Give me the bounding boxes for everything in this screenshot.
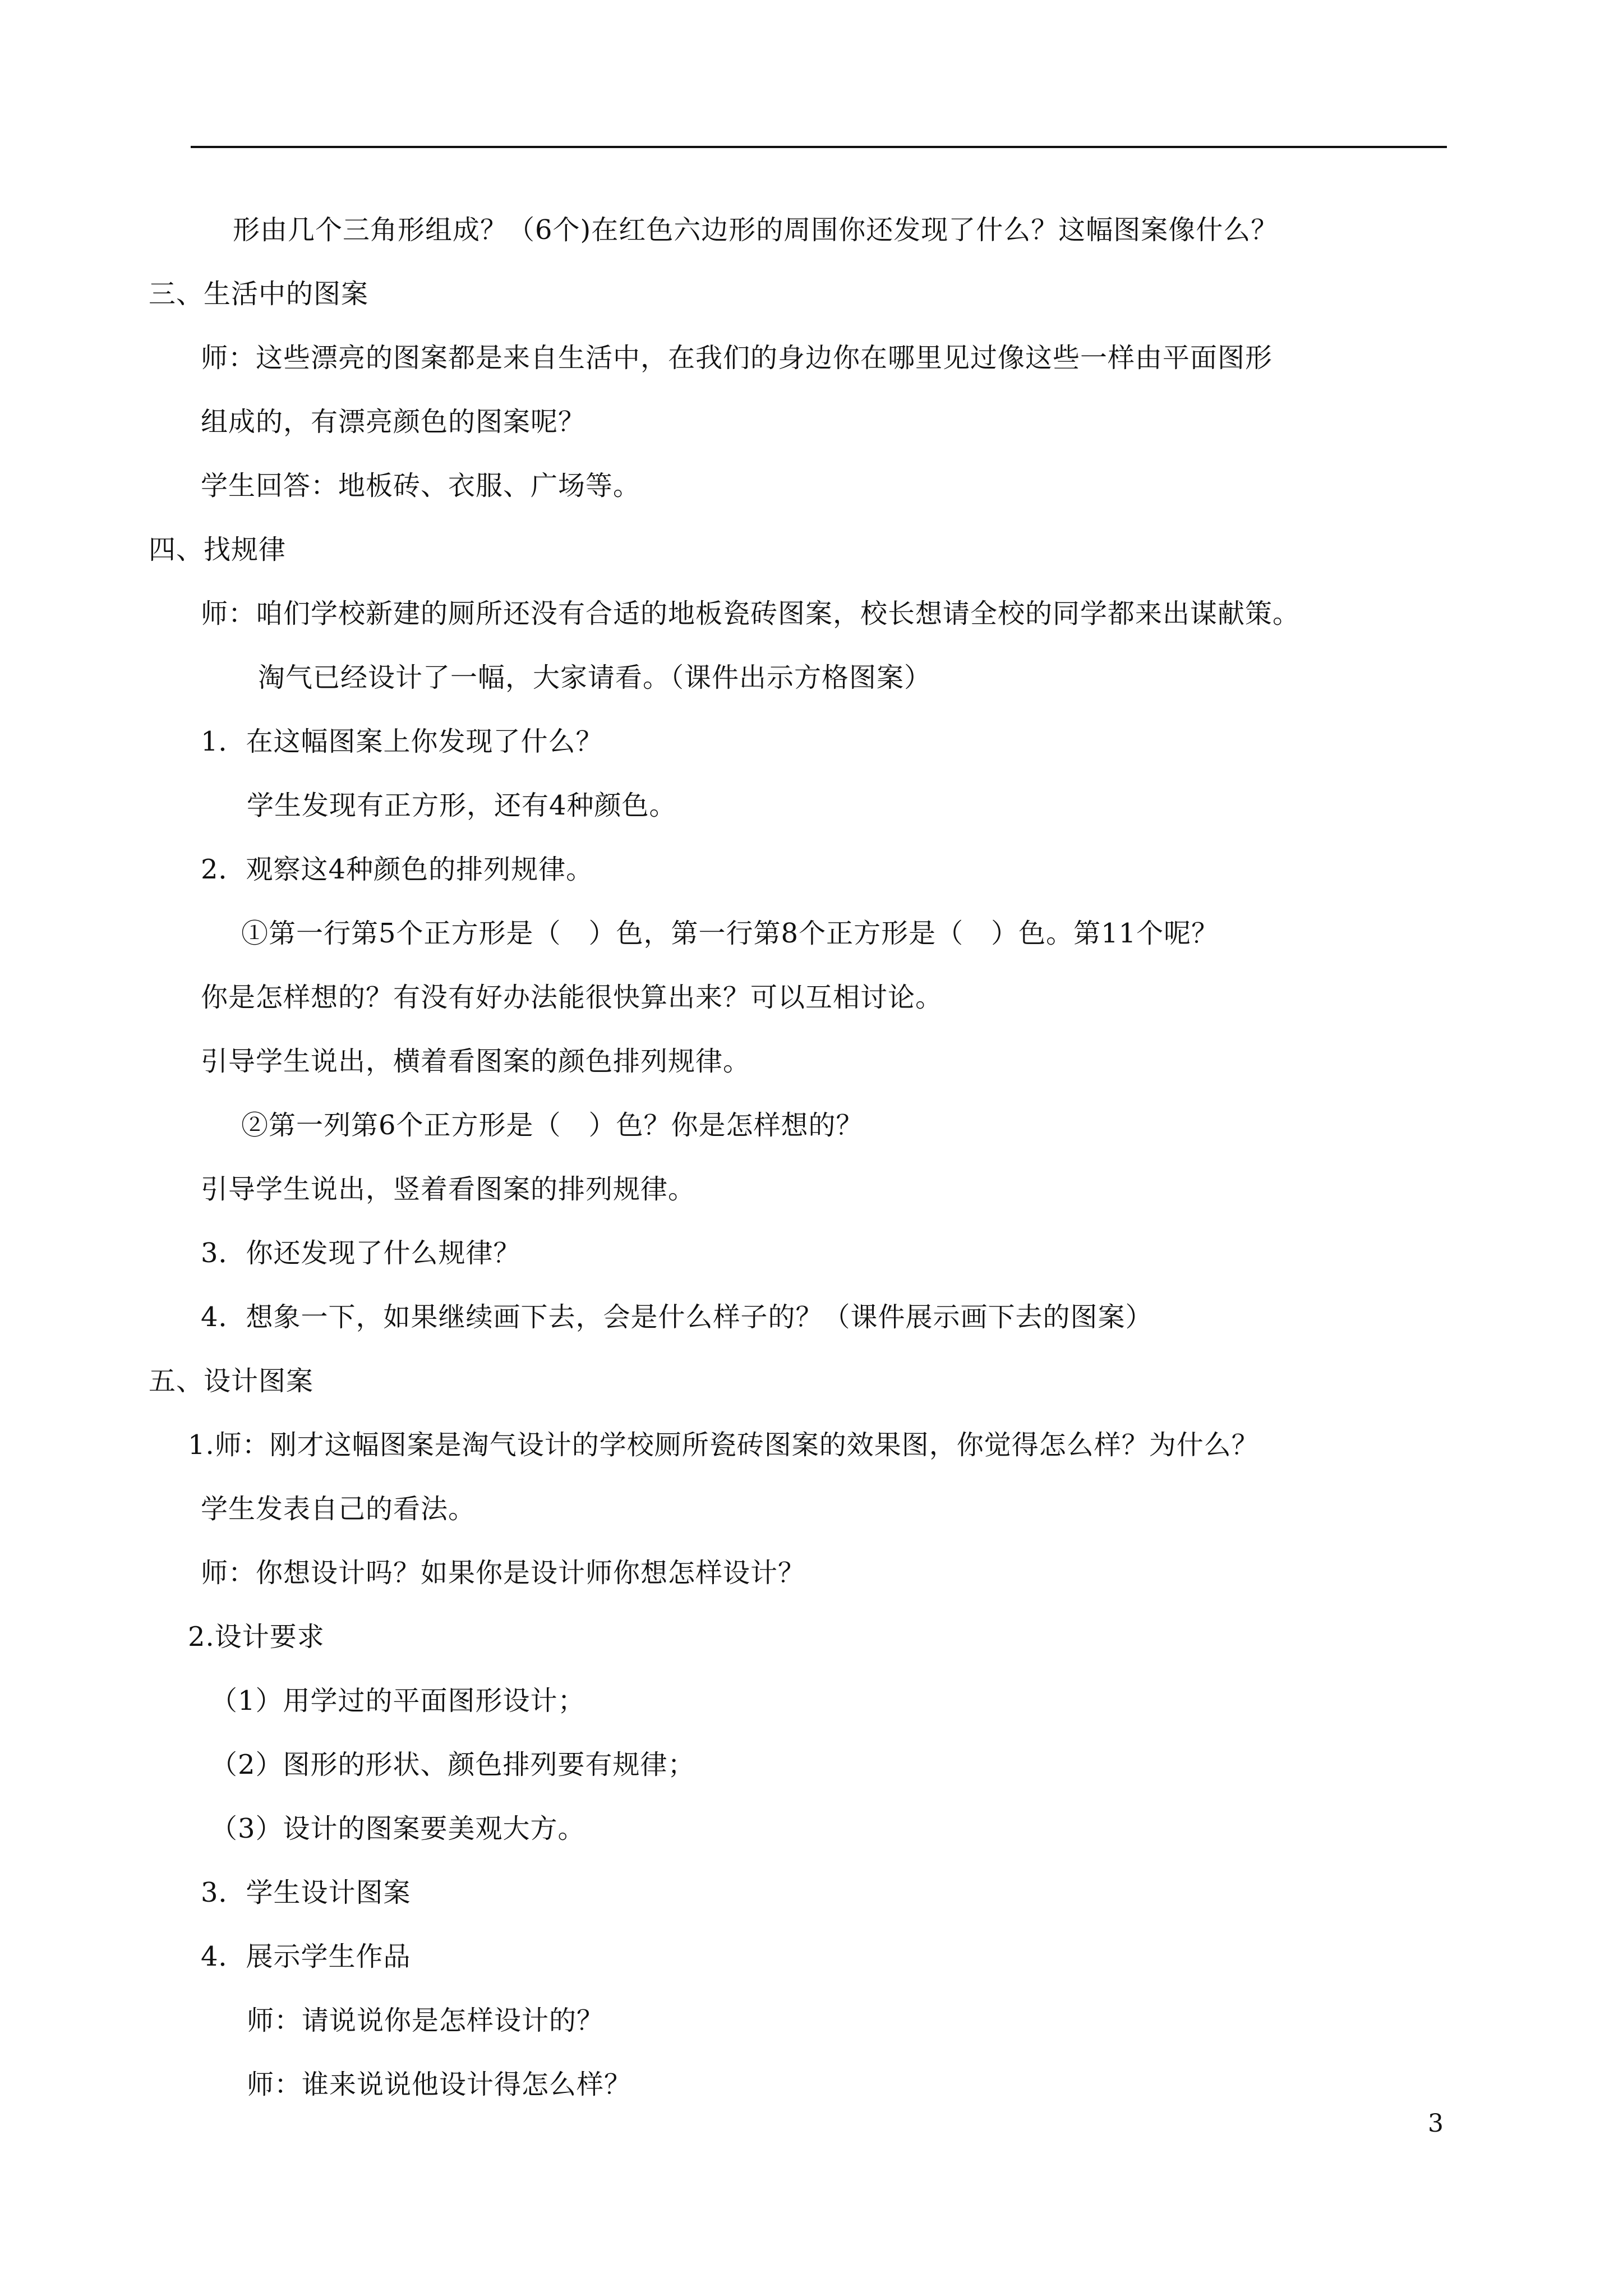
text-line: 师：咱们学校新建的厕所还没有合适的地板瓷砖图案，校长想请全校的同学都来出谋献策。 xyxy=(201,598,1301,629)
text-line: （2）图形的形状、颜色排列要有规律； xyxy=(210,1749,695,1780)
text-line: （1）用学过的平面图形设计； xyxy=(210,1685,585,1717)
text-line: ①第一行第5个正方形是（ ）色，第一行第8个正方形是（ ）色。第11个呢？ xyxy=(241,918,1219,949)
text-line: 2．观察这4种颜色的排列规律。 xyxy=(201,854,594,885)
text-line: 师：谁来说说他设计得怎么样？ xyxy=(247,2069,632,2100)
text-line: 1.师：刚才这幅图案是淘气设计的学校厕所瓷砖图案的效果图，你觉得怎么样？为什么？ xyxy=(188,1429,1259,1461)
text-line: 你是怎样想的？有没有好办法能很快算出来？可以互相讨论。 xyxy=(201,982,943,1013)
text-line: 形由几个三角形组成？（6个)在红色六边形的周围你还发现了什么？这幅图案像什么？ xyxy=(233,214,1279,246)
header-rule xyxy=(191,146,1447,148)
text-line: 学生回答：地板砖、衣服、广场等。 xyxy=(201,470,641,501)
text-line: 组成的，有漂亮颜色的图案呢？ xyxy=(201,406,586,438)
text-line: （3）设计的图案要美观大方。 xyxy=(210,1813,585,1844)
text-line: 3．你还发现了什么规律？ xyxy=(201,1237,521,1269)
section-heading: 四、找规律 xyxy=(149,534,287,565)
text-line: ②第一列第6个正方形是（ ）色？你是怎样想的？ xyxy=(241,1110,864,1141)
text-line: 2.设计要求 xyxy=(188,1621,325,1653)
section-heading: 五、设计图案 xyxy=(149,1365,314,1397)
text-line: 1．在这幅图案上你发现了什么？ xyxy=(201,726,603,757)
text-line: 3．学生设计图案 xyxy=(201,1877,411,1908)
page-number: 3 xyxy=(1428,2109,1444,2138)
text-line: 淘气已经设计了一幅，大家请看。（课件出示方格图案） xyxy=(258,662,932,693)
text-line: 4．展示学生作品 xyxy=(201,1941,411,1972)
text-line: 引导学生说出，竖着看图案的排列规律。 xyxy=(201,1174,696,1205)
text-line: 学生发表自己的看法。 xyxy=(201,1493,476,1525)
text-line: 4．想象一下，如果继续画下去，会是什么样子的？（课件展示画下去的图案） xyxy=(201,1301,1153,1333)
text-line: 引导学生说出，横着看图案的颜色排列规律。 xyxy=(201,1046,751,1077)
text-line: 师：你想设计吗？如果你是设计师你想怎样设计？ xyxy=(201,1557,806,1589)
text-line: 师：这些漂亮的图案都是来自生活中，在我们的身边你在哪里见过像这些一样由平面图形 xyxy=(201,342,1273,374)
text-line: 师：请说说你是怎样设计的？ xyxy=(247,2005,605,2036)
text-line: 学生发现有正方形，还有4种颜色。 xyxy=(247,790,677,821)
section-heading: 三、生活中的图案 xyxy=(149,278,369,310)
